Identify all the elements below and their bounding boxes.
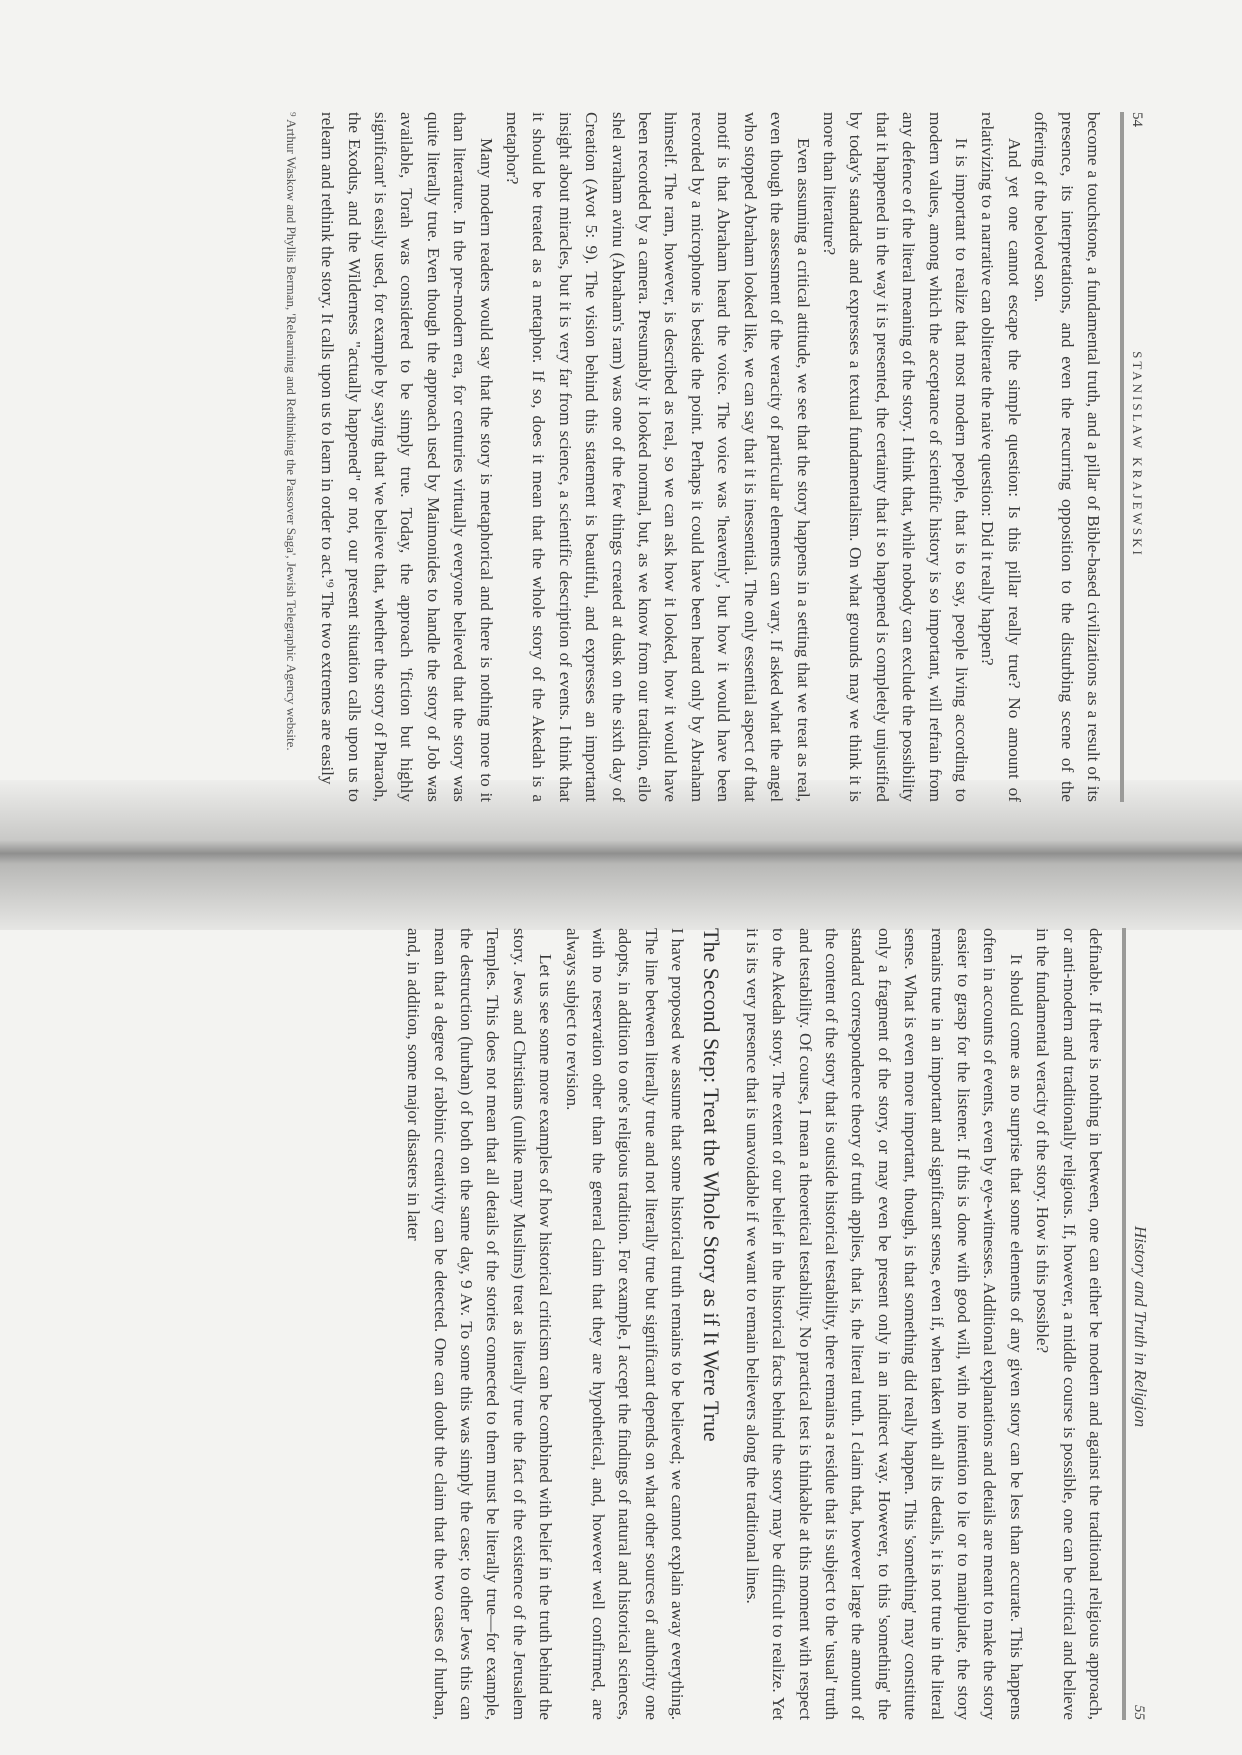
paragraph: It should come as no surprise that some elements of any given story can be less than accurate. This happens often in accounts of events, even by eye-witnesses. Additional explanations and details are meant to make the story easier to grasp for the listener. If this is done with good will, with no intention to lie or to manipulate, the story remains true in an important and significant sense, even if, when taken with all its details, it is not true in the literal sense. What is even more important, though, is that something did really happen. This 'something' may constitute only a fragment of the story, or may even be present only in an indirect way. However, to this 'something' the standard correspondence theory of truth applies, that is, the literal truth. I claim that, however large the amount of the content of the story that is outside historical testability, there remains a residue that is subject to the 'usual' truth and testability. Of course, I mean a theoretical testability. No practical test is thinkable at this moment with respect to the Akedah story. The extent of our belief in the historical facts behind the story may be difficult to realize. Yet it is its very presence that is unavoidable if we want to remain believers along the traditional lines. [742, 928, 1026, 1720]
right-page-header [1130, 928, 1150, 1720]
right-page-number: 55 [1131, 1705, 1147, 1720]
left-running-head: STANISLAW KRAJEWSKI [1130, 351, 1145, 558]
right-page-text [70, 928, 1150, 1720]
paragraph: definable. If there is nothing in between, one can either be modern and against the traditional religious approach, or anti-modern and traditionally religious. If, however, a middle course is possible, one can be critical and believe in the fundamental veracity of the story. How is this possible? [1033, 928, 1105, 1720]
paragraph: Many modern readers would say that the story is metaphorical and there is nothing more to it than literature. In the pre-modern era, for centuries virtually everyone believed that the story was quite literally true. Even though the approach used by Maimonides to handle the story of Job was available, Torah was considered to be simply true. Today, the approach 'fiction but highly significant' is easily used, for example by saying that 'we believe that, whether the story of Pharaoh, the Exodus, and the Wilderness "actually happened" or not, our present situation calls upon us to relearn and rethink the story. It calls upon us to learn in order to act.'⁹ The two extremes are easily [318, 112, 496, 802]
left-page-text [85, 112, 1145, 802]
paragraph: It is important to realize that most modern people, that is to say, people living according to modern values, among which the acceptance of scientific history is so important, will refrain from any defence of the literal meaning of the story. I think that, while nobody can exclude the possibility that it happened in the way it is presented, the certainty that it so happened is completely unjustified by today's standards and expresses a textual fundamentalism. On what grounds may we think it is more than literature? [819, 112, 971, 802]
left-page-number: 54 [1129, 112, 1145, 127]
section-heading: The Second Step: Treat the Whole Story as if It Were True [699, 928, 725, 1442]
header-rule [1120, 112, 1124, 802]
book-gutter [0, 780, 1242, 930]
header-rule [1122, 928, 1126, 1720]
paragraph: Even assuming a critical attitude, we see that the story happens in a setting that we treat as real, even though the assessment of the veracity of particular elements can vary. If asked what the angel who stopped Abraham looked like, we can say that it is inessential. The only essential aspect of that motif is that Abraham heard the voice. The voice was 'heavenly', but how it would have been recorded by a microphone is beside the point. Perhaps it could have been heard only by Abraham himself. The ram, however, is described as real, so we can ask how it looked, how it would have been recorded by a camera. Presumably it looked normal, but, as we know from our tradition, eilo shel avraham avinu (Abraham's ram) was one of the few things created at dusk on the sixth day of Creation (Avot 5: 9). The vision behind this statement is beautiful, and expresses an important insight about miracles, but it is very far from science, a scientific description of events. I think that it should be treated as a metaphor. If so, does it mean that the whole story of the Akedah is a metaphor? [503, 112, 813, 802]
paragraph: And yet one cannot escape the simple question: Is this pillar really true? No amount of relativizing to a narrative can obliterate the naive question: Did it really happen? [978, 112, 1024, 802]
paragraph: Let us see some more examples of how historical criticism can be combined with belief in the truth behind the story. Jews and Christians (unlike many Muslims) treat as literally true the fact of the existence of the Jerusalem Temples. This does not mean that all details of the stories connected to them must be literally true—for example, the destruction (hurban) of both on the same day, 9 Av. To some this was simply the case; to other Jews this can mean that a degree of rabbinic creativity can be detected. One can doubt the claim that the two cases of hurban, and, in addition, some major disasters in later [404, 928, 556, 1720]
right-running-head: History and Truth in Religion [1131, 1225, 1150, 1428]
paragraph: I have proposed we assume that some historical truth remains to be believed; we cannot explain away everything. The line between literally true and not literally true but significant depends on what other sources of authority one adopts, in addition to one's religious tradition. For example, I accept the findings of natural and historical sciences, with no reservation other than the general claim that they are hypothetical, and, however well confirmed, are always subject to revision. [562, 928, 688, 1720]
left-page-header [1128, 112, 1145, 802]
paragraph: become a touchstone, a fundamental truth, and a pillar of Bible-based civilizations as a result of its presence, its interpretations, and even the recurring opposition to the disturbing scene of the offering of the beloved son. [1031, 112, 1103, 802]
footnote: ⁹ Arthur Waskow and Phyllis Berman, 'Relearning and Rethinking the Passover Saga', Jewish Telegraphic Agency website. [283, 112, 299, 751]
